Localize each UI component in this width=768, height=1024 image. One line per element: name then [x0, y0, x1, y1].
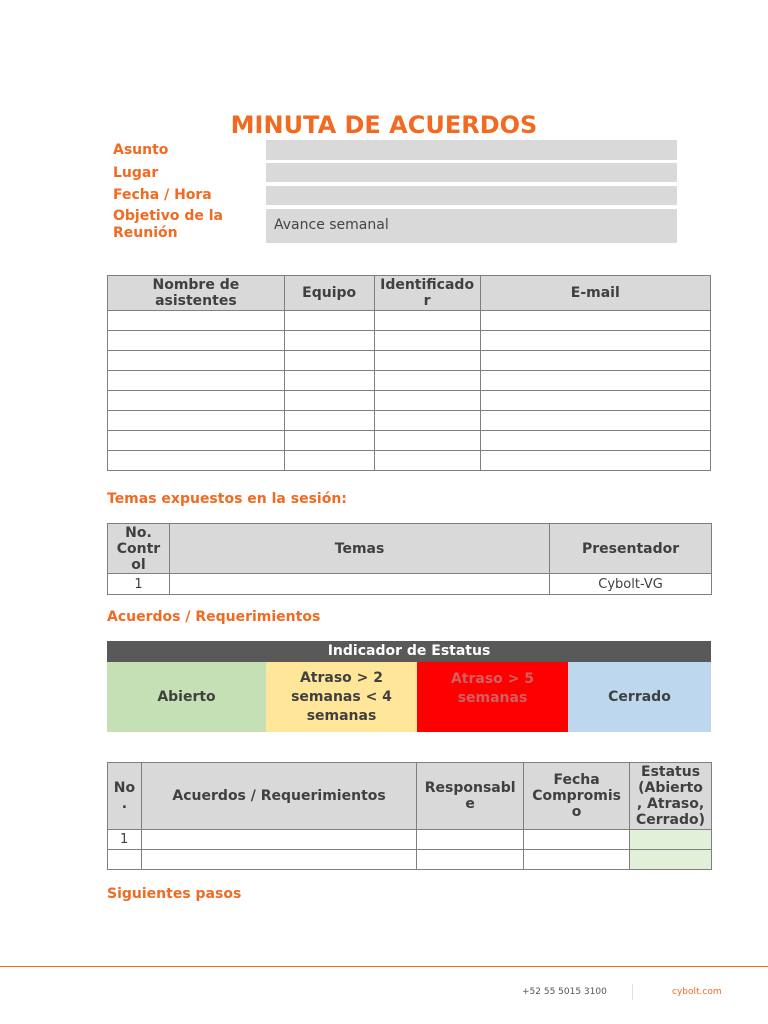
header-fecha-compromiso: Fecha Compromis o [524, 763, 630, 830]
attendee-nombre-cell[interactable] [108, 371, 285, 391]
attendee-equipo-cell[interactable] [284, 331, 374, 351]
table-row [108, 850, 712, 870]
temas-row-presentador: Cybolt-VG [550, 574, 712, 595]
header-temas: Temas [169, 524, 549, 574]
attendee-nombre-cell[interactable] [108, 451, 285, 471]
attendee-nombre-cell[interactable] [108, 331, 285, 351]
header-acuerdos: Acuerdos / Requerimientos [141, 763, 416, 830]
acuerdos-row-estatus[interactable] [630, 850, 712, 870]
header-presentador: Presentador [550, 524, 712, 574]
table-row [108, 451, 711, 471]
header-no-control: No. Contr ol [108, 524, 170, 574]
table-row [108, 411, 711, 431]
status-cerrado: Cerrado [568, 662, 711, 732]
status-indicator-title: Indicador de Estatus [107, 641, 711, 662]
attendee-nombre-cell[interactable] [108, 351, 285, 371]
acuerdos-row-fecha[interactable] [524, 830, 630, 850]
table-row [108, 331, 711, 351]
header-no: No . [108, 763, 142, 830]
attendee-email-cell[interactable] [480, 351, 710, 371]
header-identificador: Identificado r [374, 276, 480, 311]
attendee-identificador-cell[interactable] [374, 351, 480, 371]
attendee-identificador-cell[interactable] [374, 371, 480, 391]
attendee-nombre-cell[interactable] [108, 391, 285, 411]
attendee-email-cell[interactable] [480, 411, 710, 431]
table-row [108, 391, 711, 411]
acuerdos-row-fecha[interactable] [524, 850, 630, 870]
attendee-email-cell[interactable] [480, 331, 710, 351]
table-row [108, 311, 711, 331]
lugar-field[interactable] [266, 163, 677, 182]
status-header-row [107, 641, 711, 662]
acuerdos-row-estatus[interactable] [630, 830, 712, 850]
table-row [108, 574, 712, 595]
attendee-email-cell[interactable] [480, 391, 710, 411]
status-atraso-5: Atraso > 5 semanas [417, 662, 568, 732]
attendee-equipo-cell[interactable] [284, 451, 374, 471]
temas-table [107, 523, 712, 595]
asunto-field[interactable] [266, 140, 677, 160]
attendee-identificador-cell[interactable] [374, 451, 480, 471]
acuerdos-row-responsable[interactable] [417, 830, 524, 850]
status-legend-row [107, 662, 711, 732]
attendees-header-row [108, 276, 711, 311]
header-nombre: Nombre de asistentes [108, 276, 285, 311]
acuerdos-row-acuerdo[interactable] [141, 850, 416, 870]
attendee-email-cell[interactable] [480, 451, 710, 471]
lugar-label: Lugar [113, 165, 159, 181]
temas-row-no: 1 [108, 574, 170, 595]
attendee-equipo-cell[interactable] [284, 371, 374, 391]
attendee-identificador-cell[interactable] [374, 411, 480, 431]
attendee-identificador-cell[interactable] [374, 391, 480, 411]
header-estatus: Estatus (Abierto , Atraso, Cerrado) [630, 763, 712, 830]
siguientes-pasos-title: Siguientes pasos [107, 886, 242, 902]
attendee-nombre-cell[interactable] [108, 431, 285, 451]
header-email: E-mail [480, 276, 710, 311]
fecha-hora-label: Fecha / Hora [113, 187, 212, 203]
objetivo-label-line2: Reunión [113, 225, 178, 241]
attendee-identificador-cell[interactable] [374, 311, 480, 331]
acuerdos-row-responsable[interactable] [417, 850, 524, 870]
status-abierto: Abierto [107, 662, 266, 732]
page-title: MINUTA DE ACUERDOS [230, 111, 538, 139]
table-row [108, 351, 711, 371]
objetivo-label [113, 208, 223, 242]
attendee-email-cell[interactable] [480, 371, 710, 391]
table-row [108, 371, 711, 391]
status-atraso-2: Atraso > 2 semanas < 4 semanas [266, 662, 417, 732]
fecha-hora-field[interactable] [266, 186, 677, 205]
attendee-equipo-cell[interactable] [284, 311, 374, 331]
footer-divider [0, 966, 768, 967]
acuerdos-row-no: 1 [108, 830, 142, 850]
attendee-email-cell[interactable] [480, 311, 710, 331]
acuerdos-section-title: Acuerdos / Requerimientos [107, 609, 321, 625]
footer-separator [632, 984, 633, 1000]
objetivo-label-line1: Objetivo de la [113, 208, 223, 224]
attendee-equipo-cell[interactable] [284, 391, 374, 411]
attendee-equipo-cell[interactable] [284, 431, 374, 451]
status-indicator-table [107, 641, 711, 732]
temas-row-tema[interactable] [169, 574, 549, 595]
footer-phone: +52 55 5015 3100 [522, 987, 607, 997]
header-equipo: Equipo [284, 276, 374, 311]
objetivo-field[interactable]: Avance semanal [266, 209, 677, 243]
attendee-equipo-cell[interactable] [284, 351, 374, 371]
table-row [108, 431, 711, 451]
attendee-nombre-cell[interactable] [108, 411, 285, 431]
attendee-equipo-cell[interactable] [284, 411, 374, 431]
attendee-email-cell[interactable] [480, 431, 710, 451]
table-row [108, 830, 712, 850]
temas-section-title: Temas expuestos en la sesión: [107, 491, 347, 507]
temas-header-row [108, 524, 712, 574]
acuerdos-table [107, 762, 712, 870]
acuerdos-row-no [108, 850, 142, 870]
acuerdos-row-acuerdo[interactable] [141, 830, 416, 850]
attendees-table [107, 275, 711, 471]
attendee-nombre-cell[interactable] [108, 311, 285, 331]
attendee-identificador-cell[interactable] [374, 331, 480, 351]
acuerdos-header-row [108, 763, 712, 830]
footer-website-link[interactable]: cybolt.com [672, 987, 722, 997]
header-responsable: Responsabl e [417, 763, 524, 830]
attendee-identificador-cell[interactable] [374, 431, 480, 451]
asunto-label: Asunto [113, 142, 169, 158]
